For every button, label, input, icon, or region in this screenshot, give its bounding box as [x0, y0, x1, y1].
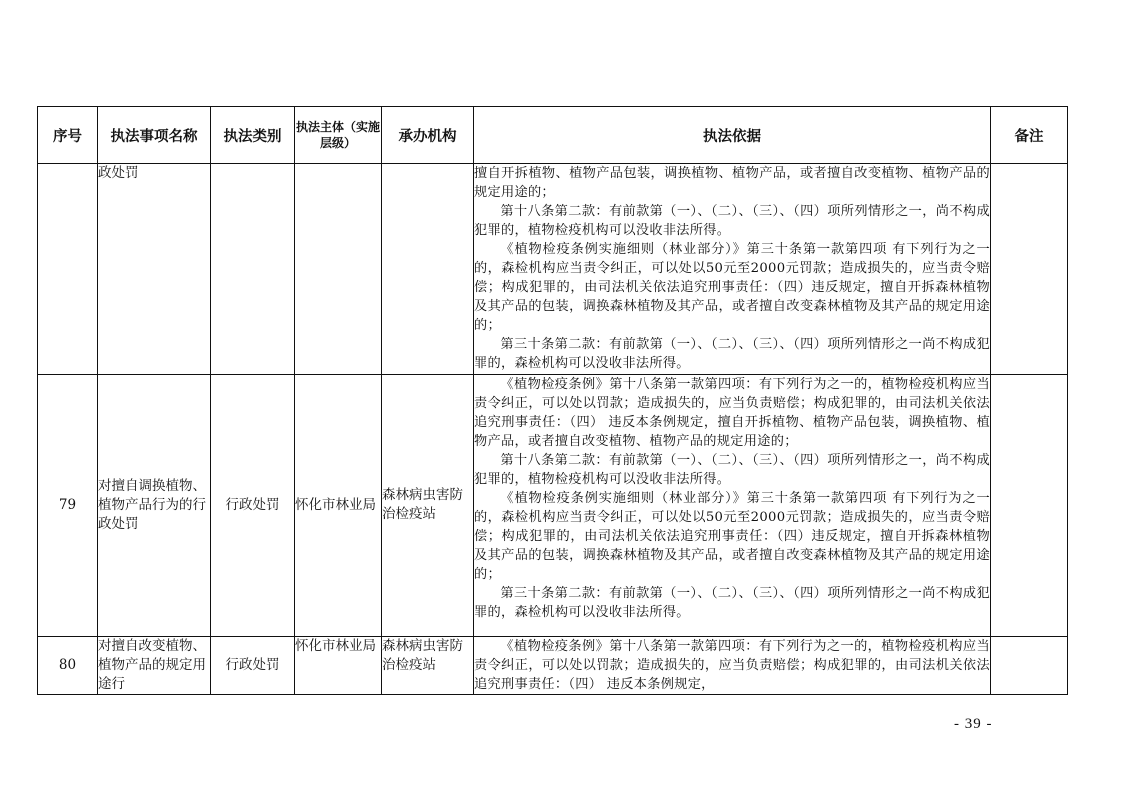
category-cell: 行政处罚: [211, 374, 295, 636]
table-row: [38, 636, 1068, 694]
subject-cell: 怀化市林业局: [295, 374, 382, 636]
basis-paragraph: 《植物检疫条例》第十八条第一款第四项：有下列行为之一的，植物检疫机构应当责令纠正，可以处以罚款；造成损失的，应当负责赔偿；构成犯罪的，由司法机关依法追究刑事责任：（四） 违反本条例规定，: [474, 638, 990, 692]
basis-cell: [474, 164, 991, 375]
category-cell: [211, 164, 295, 375]
subject-cell: [295, 164, 382, 375]
basis-paragraph: 第三十条第二款：有前款第（一）、（二）、（三）、（四）项所列情形之一尚不构成犯罪的，森检机构可以没收非法所得。: [474, 586, 990, 621]
basis-paragraph: 第十八条第二款：有前款第（一）、（二）、（三）、（四）项所列情形之一，尚不构成犯罪的，植物检疫机构可以没收非法所得。: [474, 452, 990, 487]
basis-cell: [474, 636, 991, 694]
basis-paragraph: 《植物检疫条例》第十八条第一款第四项：有下列行为之一的，植物检疫机构应当责令纠正，可以处以罚款；造成损失的，应当负责赔偿；构成犯罪的，由司法机关依法追究刑事责任：（四） 违反本条例规定，擅自开拆植物、植物产品包装，调换植物、植物产品，或者擅自改变植物、植物产品的规定用途的；: [474, 376, 990, 449]
seq-cell: 79: [38, 374, 98, 636]
header-category: 执法类别: [211, 107, 295, 164]
remark-cell: [991, 636, 1068, 694]
item-name-cell: 对擅自改变植物、植物产品的规定用途行: [98, 636, 211, 694]
header-subject: 执法主体（实施层级）: [295, 107, 382, 164]
header-basis: 执法依据: [474, 107, 991, 164]
enforcement-table: [37, 106, 1068, 695]
basis-paragraph: 擅自开拆植物、植物产品包装，调换植物、植物产品，或者擅自改变植物、植物产品的规定用途的；: [474, 166, 990, 201]
table-row: [38, 374, 1068, 636]
header-remark: 备注: [991, 107, 1068, 164]
agency-cell: [382, 164, 474, 375]
basis-cell: [474, 374, 991, 636]
basis-paragraph: 第三十条第二款：有前款第（一）、（二）、（三）、（四）项所列情形之一尚不构成犯罪的，森检机构可以没收非法所得。: [474, 337, 990, 372]
page-number: - 39 -: [954, 716, 993, 732]
agency-cell: 森林病虫害防治检疫站: [382, 374, 474, 636]
seq-cell: 80: [38, 636, 98, 694]
header-seq: 序号: [38, 107, 98, 164]
table-row: [38, 164, 1068, 375]
item-name-cell: 政处罚: [98, 164, 211, 375]
table-header-row: [38, 107, 1068, 164]
basis-paragraph: 《植物检疫条例实施细则（林业部分）》第三十条第一款第四项 有下列行为之一的，森检机构应当责令纠正，可以处以50元至2000元罚款；造成损失的，应当责令赔偿；构成犯罪的，由司法机关依法追究刑事责任：（四）违反规定，擅自开拆森林植物及其产品的包装，调换森林植物及其产品，或者擅自改变森林植物及其产品的规定用途的；: [474, 490, 990, 582]
remark-cell: [991, 164, 1068, 375]
item-name-cell: 对擅自调换植物、植物产品行为的行政处罚: [98, 374, 211, 636]
agency-cell: 森林病虫害防治检疫站: [382, 636, 474, 694]
basis-paragraph: 《植物检疫条例实施细则（林业部分）》第三十条第一款第四项 有下列行为之一的，森检机构应当责令纠正，可以处以50元至2000元罚款；造成损失的，应当责令赔偿；构成犯罪的，由司法机关依法追究刑事责任：（四）违反规定，擅自开拆森林植物及其产品的包装，调换森林植物及其产品，或者擅自改变森林植物及其产品的规定用途的；: [474, 242, 990, 334]
header-agency: 承办机构: [382, 107, 474, 164]
category-cell: 行政处罚: [211, 636, 295, 694]
basis-paragraph: 第十八条第二款：有前款第（一）、（二）、（三）、（四）项所列情形之一，尚不构成犯罪的，植物检疫机构可以没收非法所得。: [474, 204, 990, 239]
seq-cell: [38, 164, 98, 375]
header-item-name: 执法事项名称: [98, 107, 211, 164]
remark-cell: [991, 374, 1068, 636]
subject-cell: 怀化市林业局: [295, 636, 382, 694]
